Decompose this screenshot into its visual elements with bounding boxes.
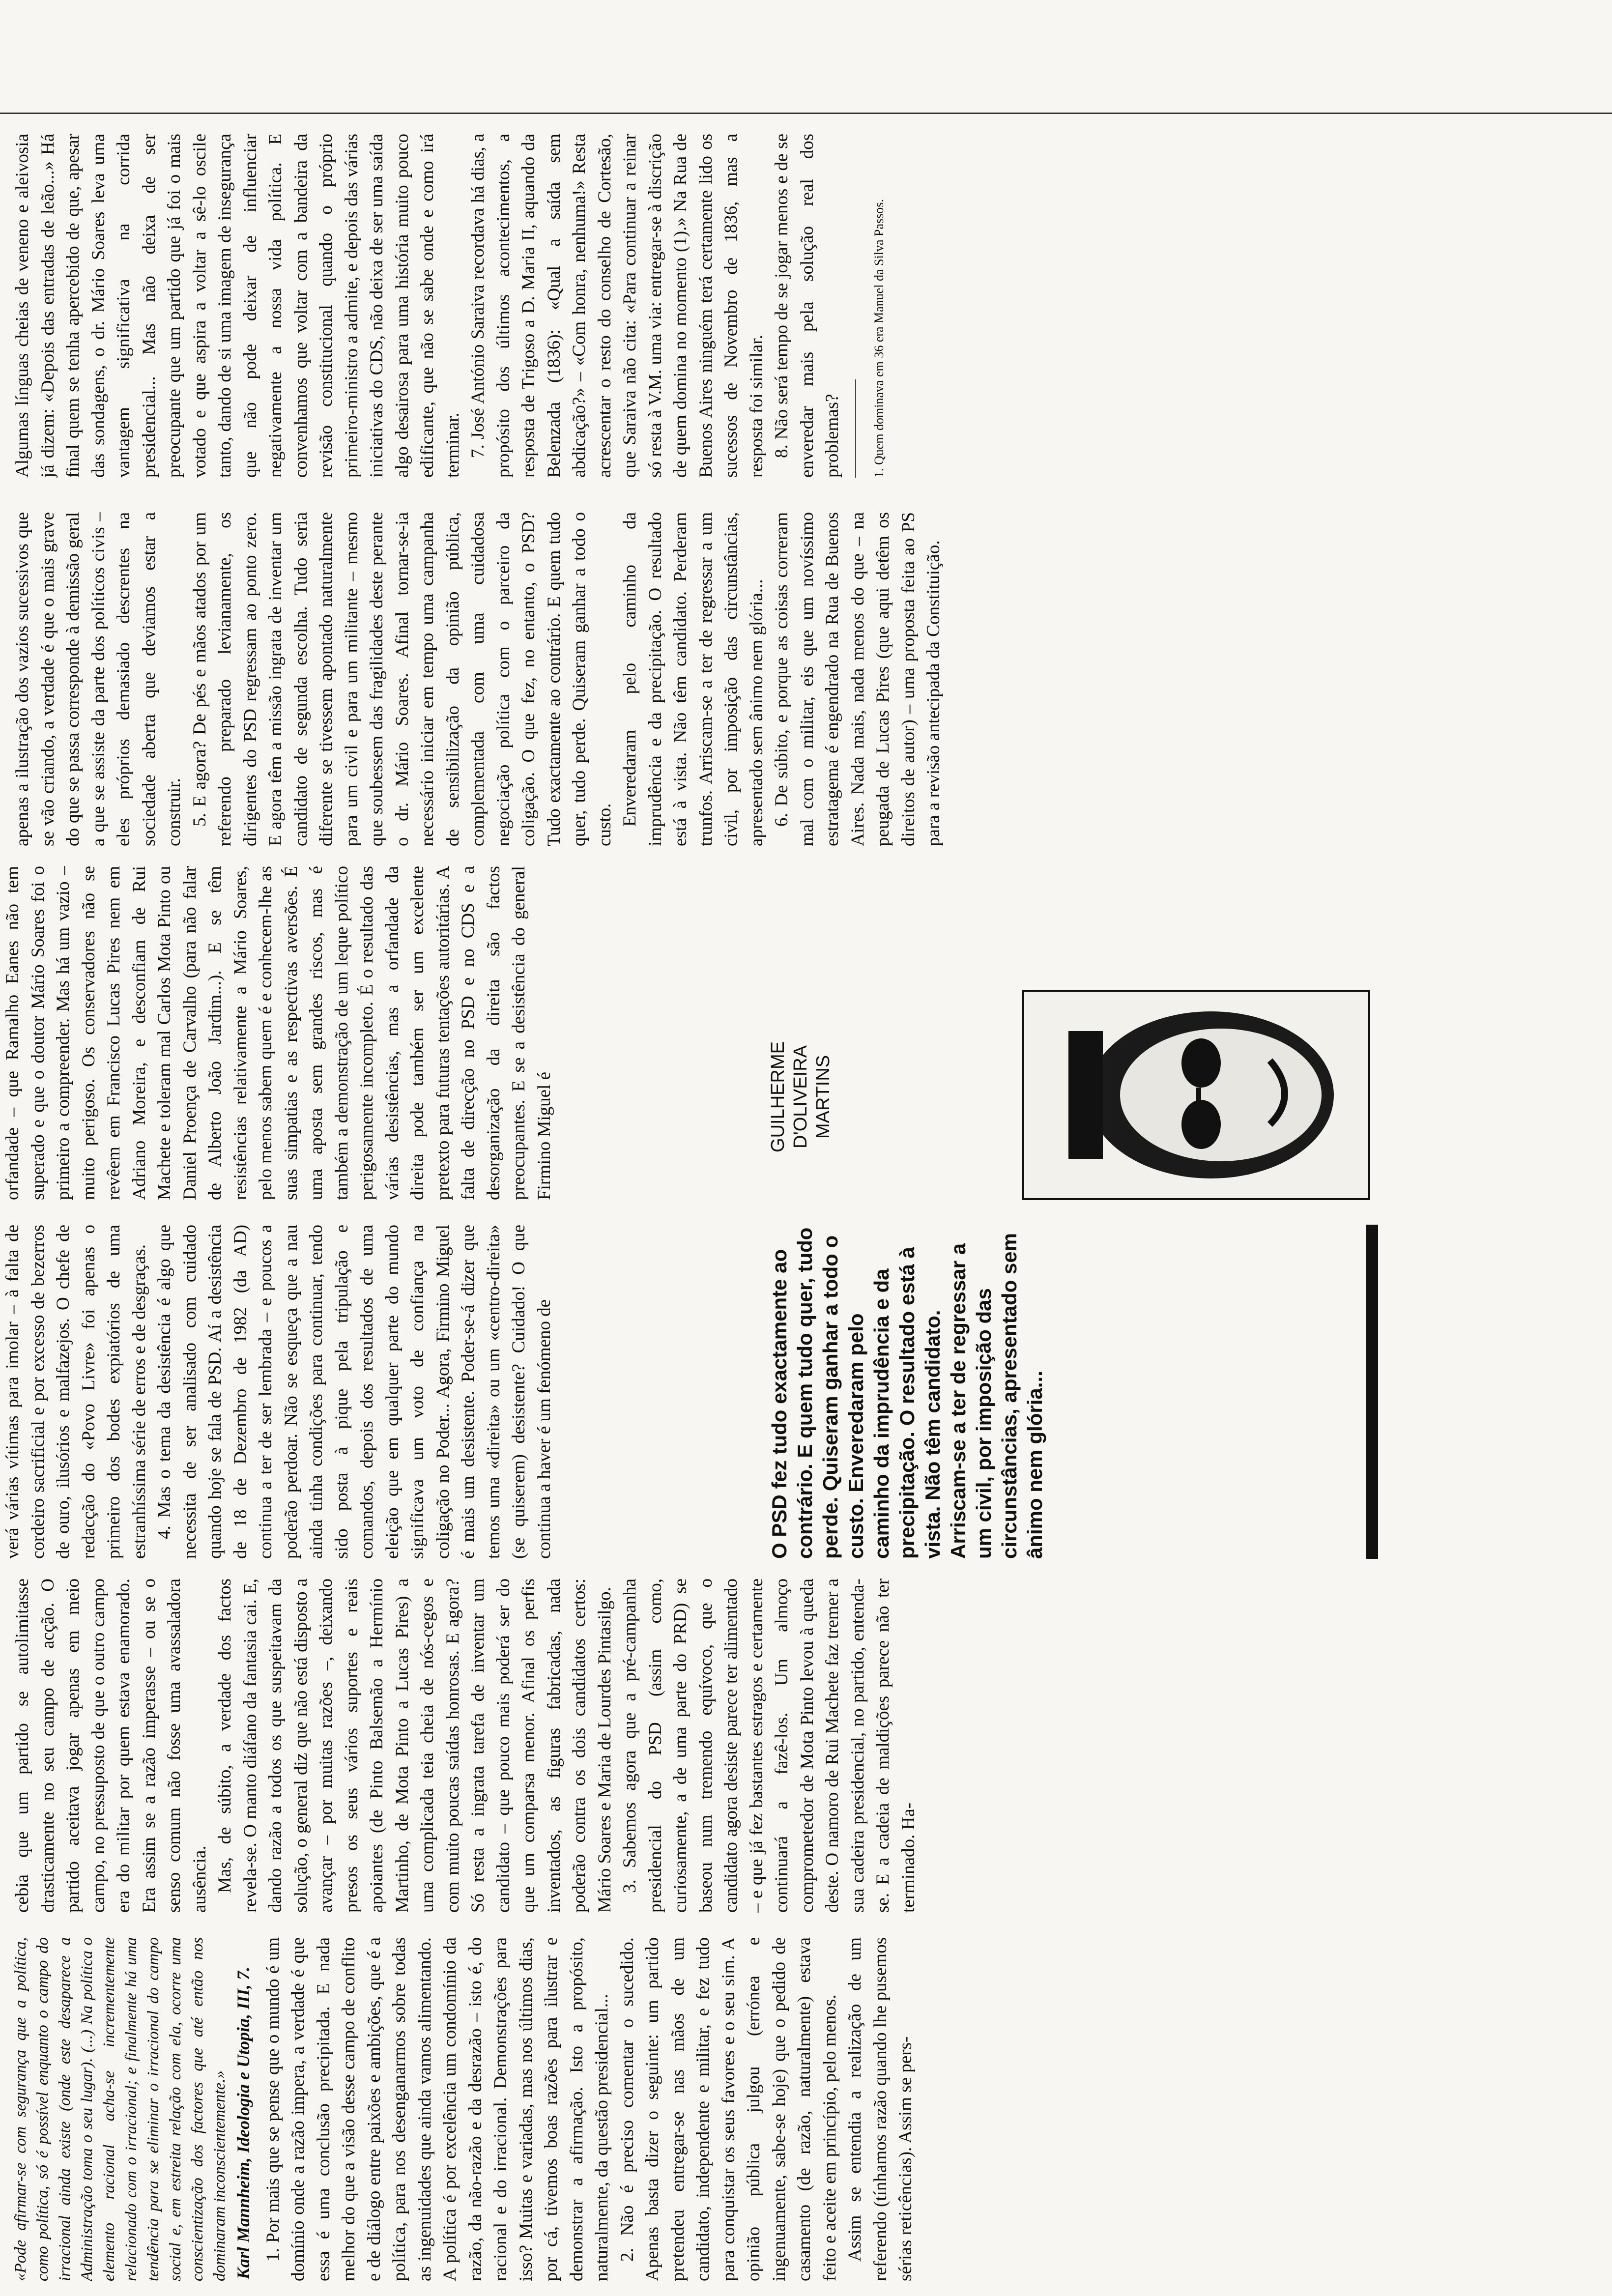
paragraph: Algumas línguas cheias de veneno e aleivosia já dizem: «Depois das entradas de leão...» Há final quem se tenha apercebido de que, apesar das sondagens, o dr. Mário Soares leva uma vantagem significativa na corrida presidencial... Mas não deixa de ser preocupante que um partido que já foi o mais votado e que aspira a voltar a sê-lo oscile tanto, dando de si uma imagem de insegurança que não pode deixar de influenciar negativamente a nossa vida política. E convenhamos que voltar com a bandeira da revisão constitucional quando o próprio primeiro-ministro a admite, e depois das várias iniciativas do CDS, não deixa de ser uma saída algo desairosa para uma história muito pouco edificante, que não se sabe onde e como irá terminar. bbox=[12, 134, 463, 478]
column-3-body bbox=[0, 1225, 757, 1559]
page-edge-rule bbox=[0, 113, 1612, 114]
byline-name-continued: MARTINS bbox=[813, 1055, 834, 1139]
paragraph: 4. Mas o tema da desistência é algo que necessita de ser analisado com cuidado quando hoje se fala de PSD. Aí a desistência de 18 de Dezembro de 1982 (da AD) continua a ter de ser lembrada – e poucos a poderão perdoar. Não se esqueça que a nau ainda tinha condições para continuar, tendo sido posta à pique pela tripulação e comandos, depois dos resultados de uma eleição que em qualquer parte do mundo significava um voto de confiança na coligação no Poder... Agora, Firmino Miguel é mais um desistente. Poder-se-á dizer que temos uma «direita» ou um «centro-direita» (se quiserem) desistente? Cuidado! O que continua a haver é um fenómeno de bbox=[154, 1225, 554, 1559]
paragraph: cebia que um partido se autolimitasse drasticamente no seu campo de acção. O partido aceitava jogar apenas em meio campo, no pressuposto de que o outro campo era do militar por quem estava enamorado. Era assim se a razão imperasse – ou se o senso comum não fosse uma avassaladora ausência. bbox=[12, 1578, 210, 1913]
pull-quote-text: O PSD fez tudo exactamente ao contrário. E quem tudo quer, tudo perde. Quiseram ganhar a todo o custo. Enveredaram pelo caminho da imprudência e da precipitação. O resultado está à vista. Não têm candidato. Arriscam-se a ter de regressar a um civil, por imposição das circunstâncias, apresentado sem ânimo nem glória... bbox=[768, 1227, 1046, 1559]
paragraph: 3. Sabemos agora que a pré-campanha presidencial do PSD (assim como, curiosamente, a de uma parte do PRD) se baseou num tremendo equívoco, que o candidato agora desiste parece ter alimentado – e que já fez bastantes estragos e certamente continuará a fazê-los. Um almoço comprometedor de Mota Pinto levou à queda deste. O namoro de Rui Machete faz tremer a sua cadeira presidencial, no partido, entenda-se. E a cadeia de maldições parece não ter terminado. Ha- bbox=[620, 1578, 919, 1913]
footnote-rule bbox=[855, 379, 856, 478]
pull-quote bbox=[767, 1225, 1356, 1559]
paragraph: 7. José António Saraiva recordava há dias, a propósito dos últimos acontecimentos, a resposta de Trigoso a D. Maria II, aquando da Belenzada (1836): «Qual a saída sem abdicação?» – «Com honra, nenhuma!» Resta acrescentar o resto do conselho de Cortesão, que Saraiva não cita: «Para continuar a reinar só resta à V.M. uma via: entregar-se à discrição de quem domina no momento (1).» Na Rua de Buenos Aires ninguém terá certamente lido os sucessos de Novembro de 1836, mas a resposta foi similar. bbox=[468, 134, 767, 478]
byline-name: GUILHERME D'OLIVEIRA bbox=[768, 1041, 811, 1152]
epigraph: «Pode afirmar-se com segurança que a política, como política, só é possível enquanto o campo do irracional ainda existe (onde este desaparece a Administração toma o seu lugar). (...) Na política o elemento racional acha-se incrementemente relacionado com o irracional; e finalmente há uma tendência para se eliminar o irracional do campo social e, em estreita relação com ela, ocorre uma conscientização dos factores que até então nos dominaram inconscientemente.» bbox=[12, 1937, 229, 2281]
paragraph: 6. De súbito, e porque as coisas correram mal com o militar, eis que um novíssimo estratagema é engendrado na Rua de Buenos Aires. Nada mais, nada menos do que – na peugada de Lucas Pires (que aqui detêm os direitos de autor) – uma proposta feita ao PS para a revisão antecipada da Constituição. bbox=[772, 512, 944, 846]
column-1 bbox=[0, 1937, 1612, 2281]
byline bbox=[767, 994, 834, 1200]
paragraph: 1. Por mais que se pense que o mundo é um domínio onde a razão impera, a verdade é que essa é uma conclusão precipitada. E nada melhor do que a visão desse campo de conflito e de diálogo entre paixões e ambições, que é a política, para nos desenganarmos sobre todas as ingenuidades que ainda vamos alimentando. A política é por excelência um condomínio da razão, da não-razão e da desrazão – isto é, do racional e do irracional. Demonstrações para isso? Muitas e variadas, mas nos últimos dias, por cá, tivemos boas razões para ilustrar e demonstrar a afirmação. Isto a propósito, naturalmente, da questão presidencial... bbox=[262, 1937, 612, 2281]
paragraph: 2. Não é preciso comentar o sucedido. Apenas basta dizer o seguinte: um partido pretendeu entregar-se nas mãos de um candidato, independente e militar, e fez tudo para conquistar os seus favores e o seu sim. A opinião pública julgou (errónea e ingenuamente, sabe-se hoje) que o pedido de casamento (de razão, naturalmente) estava feito e aceite em princípio, pelo menos. bbox=[617, 1937, 840, 2281]
column-5 bbox=[0, 512, 1612, 846]
paragraph: Assim se entendia a realização de um referendo (tínhamos razão quando lhe pusemos sérias reticências). Assim se pers- bbox=[845, 1937, 916, 2281]
column-2 bbox=[0, 1578, 1612, 1913]
author-photo bbox=[1022, 990, 1370, 1200]
author-portrait-icon bbox=[1024, 992, 1368, 1198]
paragraph: 8. Não será tempo de se jogar menos e de se enveredar mais pela solução real dos problemas? bbox=[772, 134, 842, 478]
paragraph: orfandade – que Ramalho Eanes não tem superado e que o doutor Mário Soares foi o primeiro a compreender. Mas há um vazio – muito perigoso. Os conservadores não se revêem em Francisco Lucas Pires nem em Adriano Moreira, e desconfiam de Rui Machete e toleram mal Carlos Mota Pinto ou Daniel Proença de Carvalho (para não falar de Alberto João Jardim...). E se têm resistências relativamente a Mário Soares, pelo menos sabem quem é e conhecem-lhe as suas simpatias e as respectivas aversões. É uma aposta sem grandes riscos, mas é também a demonstração de um leque político perigosamente incompleto. É o resultado das várias desistências, mas a orfandade da direita pode também ser um excelente pretexto para futuras tentações autoritárias. A falta de direcção no PSD e no CDS e a desorganização da direita são factos preocupantes. E se a desistência do general Firmino Miguel é bbox=[2, 866, 554, 1200]
paragraph: 5. E agora? De pés e mãos atados por um referendo preparado levianamente, os dirigentes do PSD regressam ao ponto zero. E agora têm a missão ingrata de inventar um candidato de segunda escolha. Tudo seria diferente se tivessem apontado naturalmente para um civil e para um militante – mesmo que soubessem das fragilidades deste perante o dr. Mário Soares. Afinal tornar-se-ia necessário iniciar em tempo uma campanha de sensibilização da opinião pública, complementada com uma cuidadosa negociação política com o parceiro da coligação. O que fez, no entanto, o PSD? Tudo exactamente ao contrário. E quem tudo quer, tudo perde. Quiseram ganhar a todo o custo. bbox=[189, 512, 615, 846]
epigraph-attribution: Karl Mannheim, Ideologia e Utopia, III, 7. bbox=[233, 1967, 253, 2280]
pull-quote-bar bbox=[1366, 1225, 1378, 1559]
column-4-body bbox=[0, 866, 757, 1200]
column-6 bbox=[0, 134, 1612, 478]
paragraph: Mas, de súbito, a verdade dos factos revela-se. O manto diáfano da fantasia cai. E, dando razão a todos os que suspeitavam da solução, o general diz que não está disposto a avançar – por muitas razões –, deixando presos os seus vários suportes e reais apoiantes (de Pinto Balsemão a Hermínio Martinho, de Mota Pinto a Lucas Pires) a uma complicada teia cheia de nós-cegos e com muito poucas saídas honrosas. E agora? Só resta a ingrata tarefa de inventar um candidato – que pouco mais poderá ser do que um comparsa menor. Afinal os perfis inventados, as figuras fabricadas, nada poderão contra os dois candidatos certos: Mário Soares e Maria de Lourdes Pintasilgo. bbox=[215, 1578, 615, 1913]
paragraph: Enveredaram pelo caminho da imprudência e da precipitação. O resultado está à vista. Não têm candidato. Perderam trunfos. Arriscam-se a ter de regressar a um civil, por imposição das circunstâncias, apresentado sem ânimo nem glória... bbox=[620, 512, 767, 846]
paragraph: apenas a ilustração dos vazios sucessivos que se vão criando, a verdade é que o mais grave do que se passa corresponde à demissão geral a que se assiste da parte dos políticos civis – eles próprios demasiado descrentes na sociedade aberta que deviamos estar a construir. bbox=[12, 512, 184, 846]
paragraph: verá várias vítimas para imolar – à falta de cordeiro sacrificial e por excesso de bezerros de ouro, ilusórios e malfazejos. O chefe de redacção do «Povo Livre» foi apenas o primeiro dos bodes expiatórios de uma estranhíssima série de erros e de desgraças. bbox=[2, 1225, 149, 1559]
footnote: 1. Quem dominava em 36 era Manuel da Silva Passos. bbox=[871, 199, 886, 478]
